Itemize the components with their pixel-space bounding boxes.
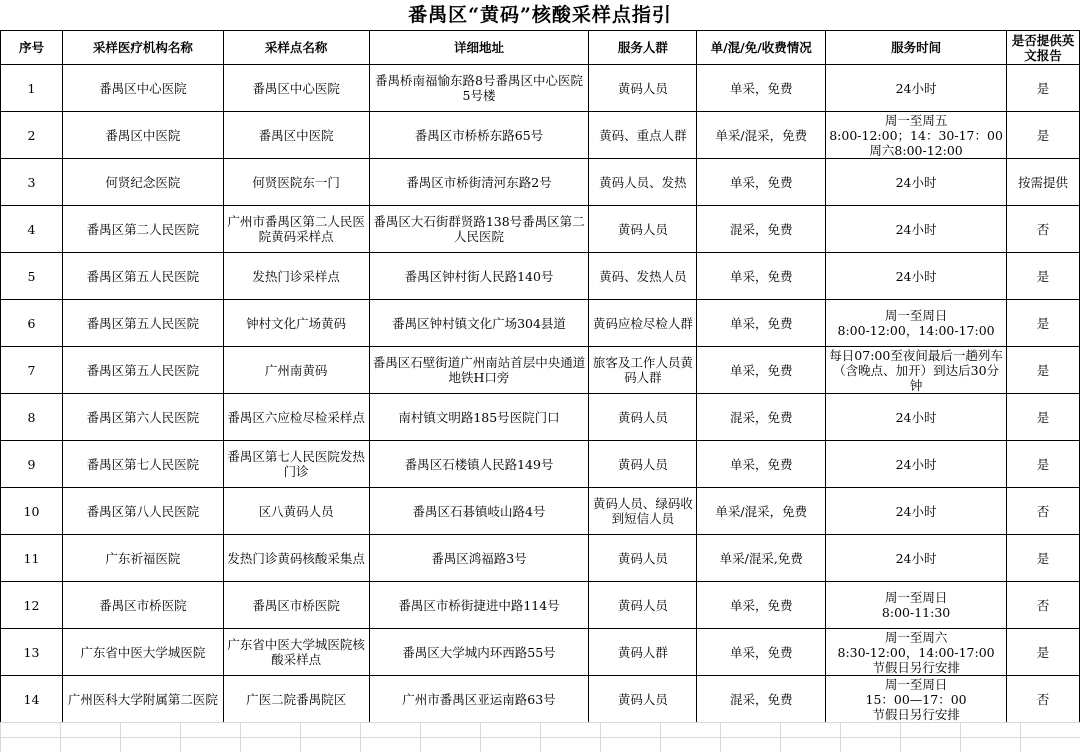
cell-col-fee[interactable]: 单采，免费 [697, 300, 826, 347]
cell-col-hours[interactable]: 24小时 [826, 253, 1007, 300]
cell-col-index[interactable]: 3 [1, 159, 63, 206]
cell-col-index[interactable]: 6 [1, 300, 63, 347]
cell-col-address[interactable]: 番禺区市桥街清河东路2号 [369, 159, 589, 206]
cell-col-site[interactable]: 区八黄码人员 [223, 488, 369, 535]
cell-col-population[interactable]: 黄码人员 [589, 582, 697, 629]
cell-col-site[interactable]: 广州南黄码 [223, 347, 369, 394]
cell-col-hours[interactable]: 24小时 [826, 535, 1007, 582]
cell-col-english-report[interactable]: 是 [1006, 629, 1079, 676]
cell-col-index[interactable]: 1 [1, 65, 63, 112]
header-col-population[interactable]: 服务人群 [589, 31, 697, 65]
table-row [1, 112, 1080, 159]
cell-col-institution[interactable]: 番禺区第二人民医院 [62, 206, 223, 253]
cell-col-address[interactable]: 番禺区石壁街道广州南站首层中央通道地铁H口旁 [369, 347, 589, 394]
cell-col-site[interactable]: 广东省中医大学城医院核酸采样点 [223, 629, 369, 676]
cell-col-index[interactable]: 8 [1, 394, 63, 441]
cell-col-institution[interactable]: 番禺区第五人民医院 [62, 253, 223, 300]
cell-col-site[interactable]: 番禺区第七人民医院发热门诊 [223, 441, 369, 488]
cell-col-population[interactable]: 黄码人群 [589, 629, 697, 676]
cell-col-site[interactable]: 广州市番禺区第二人民医院黄码采样点 [223, 206, 369, 253]
cell-col-hours[interactable]: 24小时 [826, 394, 1007, 441]
cell-col-hours[interactable]: 周一至周五 8:00-12:00；14：30-17：00 周六8:00-12:00 [826, 112, 1007, 159]
cell-col-english-report[interactable]: 否 [1006, 206, 1079, 253]
cell-col-address[interactable]: 番禺区钟村街人民路140号 [369, 253, 589, 300]
empty-grid-area [0, 722, 1080, 752]
cell-col-fee[interactable]: 单采，免费 [697, 441, 826, 488]
cell-col-english-report[interactable]: 否 [1006, 488, 1079, 535]
cell-col-index[interactable]: 12 [1, 582, 63, 629]
cell-col-index[interactable]: 10 [1, 488, 63, 535]
cell-col-institution[interactable]: 番禺区第八人民医院 [62, 488, 223, 535]
header-col-address[interactable]: 详细地址 [369, 31, 589, 65]
cell-col-index[interactable]: 4 [1, 206, 63, 253]
cell-col-hours[interactable]: 周一至周日 8:00-11:30 [826, 582, 1007, 629]
cell-col-address[interactable]: 番禺区市桥桥东路65号 [369, 112, 589, 159]
cell-col-hours[interactable]: 24小时 [826, 488, 1007, 535]
sampling-sites-table [0, 30, 1080, 723]
cell-col-address[interactable]: 番禺区市桥街捷进中路114号 [369, 582, 589, 629]
cell-col-address[interactable]: 番禺区石碁镇岐山路4号 [369, 488, 589, 535]
cell-col-institution[interactable]: 番禺区第六人民医院 [62, 394, 223, 441]
cell-col-institution[interactable]: 何贤纪念医院 [62, 159, 223, 206]
table-row [1, 629, 1080, 676]
cell-col-address[interactable]: 番禺桥南福愉东路8号番禺区中心医院5号楼 [369, 65, 589, 112]
cell-col-index[interactable]: 9 [1, 441, 63, 488]
cell-col-site[interactable]: 钟村文化广场黄码 [223, 300, 369, 347]
cell-col-population[interactable]: 黄码应检尽检人群 [589, 300, 697, 347]
cell-col-fee[interactable]: 混采，免费 [697, 394, 826, 441]
cell-col-address[interactable]: 广州市番禺区亚运南路63号 [369, 676, 589, 723]
cell-col-address[interactable]: 番禺区大石街群贤路138号番禺区第二人民医院 [369, 206, 589, 253]
cell-col-institution[interactable]: 广东祈福医院 [62, 535, 223, 582]
header-col-fee[interactable]: 单/混/免/收费情况 [697, 31, 826, 65]
cell-col-fee[interactable]: 单采，免费 [697, 253, 826, 300]
table-row [1, 676, 1080, 723]
cell-col-english-report[interactable]: 是 [1006, 347, 1079, 394]
cell-col-institution[interactable]: 番禺区中心医院 [62, 65, 223, 112]
cell-col-hours[interactable]: 周一至周日 8:00-12:00，14:00-17:00 [826, 300, 1007, 347]
cell-col-population[interactable]: 黄码人员、发热 [589, 159, 697, 206]
cell-col-english-report[interactable]: 是 [1006, 394, 1079, 441]
table-row [1, 441, 1080, 488]
cell-col-index[interactable]: 11 [1, 535, 63, 582]
cell-col-index[interactable]: 5 [1, 253, 63, 300]
cell-col-institution[interactable]: 广东省中医大学城医院 [62, 629, 223, 676]
cell-col-index[interactable]: 2 [1, 112, 63, 159]
cell-col-fee[interactable]: 单采，免费 [697, 582, 826, 629]
cell-col-site[interactable]: 番禺区中医院 [223, 112, 369, 159]
table-row [1, 535, 1080, 582]
cell-col-population[interactable]: 黄码人员 [589, 441, 697, 488]
table-row [1, 253, 1080, 300]
table-row [1, 394, 1080, 441]
table-row [1, 582, 1080, 629]
cell-col-hours[interactable]: 24小时 [826, 159, 1007, 206]
cell-col-hours[interactable]: 24小时 [826, 65, 1007, 112]
cell-col-fee[interactable]: 单采，免费 [697, 629, 826, 676]
cell-col-population[interactable]: 黄码人员 [589, 394, 697, 441]
cell-col-site[interactable]: 发热门诊黄码核酸采集点 [223, 535, 369, 582]
cell-col-hours[interactable]: 24小时 [826, 206, 1007, 253]
cell-col-institution[interactable]: 番禺区第七人民医院 [62, 441, 223, 488]
cell-col-population[interactable]: 黄码人员 [589, 65, 697, 112]
cell-col-institution[interactable]: 番禺区第五人民医院 [62, 300, 223, 347]
cell-col-address[interactable]: 南村镇文明路185号医院门口 [369, 394, 589, 441]
cell-col-population[interactable]: 黄码、重点人群 [589, 112, 697, 159]
cell-col-site[interactable]: 广医二院番禺院区 [223, 676, 369, 723]
table-row [1, 488, 1080, 535]
cell-col-english-report[interactable]: 是 [1006, 253, 1079, 300]
cell-col-index[interactable]: 14 [1, 676, 63, 723]
cell-col-population[interactable]: 黄码人员 [589, 676, 697, 723]
cell-col-population[interactable]: 旅客及工作人员黄码人群 [589, 347, 697, 394]
cell-col-address[interactable]: 番禺区大学城内环西路55号 [369, 629, 589, 676]
cell-col-hours[interactable]: 周一至周六 8:30-12:00，14:00-17:00 节假日另行安排 [826, 629, 1007, 676]
cell-col-english-report[interactable]: 是 [1006, 300, 1079, 347]
cell-col-index[interactable]: 13 [1, 629, 63, 676]
cell-col-hours[interactable]: 24小时 [826, 441, 1007, 488]
cell-col-institution[interactable]: 广州医科大学附属第二医院 [62, 676, 223, 723]
cell-col-site[interactable]: 番禺区中心医院 [223, 65, 369, 112]
cell-col-address[interactable]: 番禺区石楼镇人民路149号 [369, 441, 589, 488]
cell-col-site[interactable]: 何贤医院东一门 [223, 159, 369, 206]
cell-col-fee[interactable]: 单采，免费 [697, 65, 826, 112]
cell-col-institution[interactable]: 番禺区市桥医院 [62, 582, 223, 629]
cell-col-hours[interactable]: 周一至周日 15：00—17：00 节假日另行安排 [826, 676, 1007, 723]
header-col-hours[interactable]: 服务时间 [826, 31, 1007, 65]
header-col-site[interactable]: 采样点名称 [223, 31, 369, 65]
cell-col-fee[interactable]: 单采/混采,免费 [697, 535, 826, 582]
cell-col-english-report[interactable]: 是 [1006, 65, 1079, 112]
table-row [1, 206, 1080, 253]
cell-col-fee[interactable]: 混采，免费 [697, 206, 826, 253]
cell-col-population[interactable]: 黄码人员 [589, 206, 697, 253]
header-col-english-report[interactable]: 是否提供英文报告 [1006, 31, 1079, 65]
cell-col-institution[interactable]: 番禺区中医院 [62, 112, 223, 159]
cell-col-english-report[interactable]: 按需提供 [1006, 159, 1079, 206]
cell-col-address[interactable]: 番禺区鸿福路3号 [369, 535, 589, 582]
table-row [1, 65, 1080, 112]
table-row [1, 347, 1080, 394]
cell-col-hours[interactable]: 每日07:00至夜间最后一趟列车（含晚点、加开）到达后30分钟 [826, 347, 1007, 394]
cell-col-english-report[interactable]: 是 [1006, 535, 1079, 582]
sheet-title: 番禺区“黄码”核酸采样点指引 [0, 0, 1080, 31]
cell-col-population[interactable]: 黄码、发热人员 [589, 253, 697, 300]
cell-col-english-report[interactable]: 是 [1006, 112, 1079, 159]
cell-col-english-report[interactable]: 否 [1006, 676, 1079, 723]
cell-col-fee[interactable]: 混采，免费 [697, 676, 826, 723]
cell-col-fee[interactable]: 单采，免费 [697, 347, 826, 394]
cell-col-fee[interactable]: 单采，免费 [697, 159, 826, 206]
cell-col-fee[interactable]: 单采/混采，免费 [697, 488, 826, 535]
cell-col-site[interactable]: 番禺区市桥医院 [223, 582, 369, 629]
cell-col-population[interactable]: 黄码人员、绿码收到短信人员 [589, 488, 697, 535]
table-row [1, 159, 1080, 206]
header-col-index[interactable]: 序号 [1, 31, 63, 65]
table-row [1, 300, 1080, 347]
cell-col-institution[interactable]: 番禺区第五人民医院 [62, 347, 223, 394]
cell-col-english-report[interactable]: 是 [1006, 441, 1079, 488]
header-col-institution[interactable]: 采样医疗机构名称 [62, 31, 223, 65]
cell-col-population[interactable]: 黄码人员 [589, 535, 697, 582]
cell-col-english-report[interactable]: 否 [1006, 582, 1079, 629]
cell-col-index[interactable]: 7 [1, 347, 63, 394]
cell-col-address[interactable]: 番禺区钟村镇文化广场304县道 [369, 300, 589, 347]
cell-col-site[interactable]: 番禺区六应检尽检采样点 [223, 394, 369, 441]
cell-col-fee[interactable]: 单采/混采，免费 [697, 112, 826, 159]
header-row [1, 31, 1080, 65]
cell-col-site[interactable]: 发热门诊采样点 [223, 253, 369, 300]
